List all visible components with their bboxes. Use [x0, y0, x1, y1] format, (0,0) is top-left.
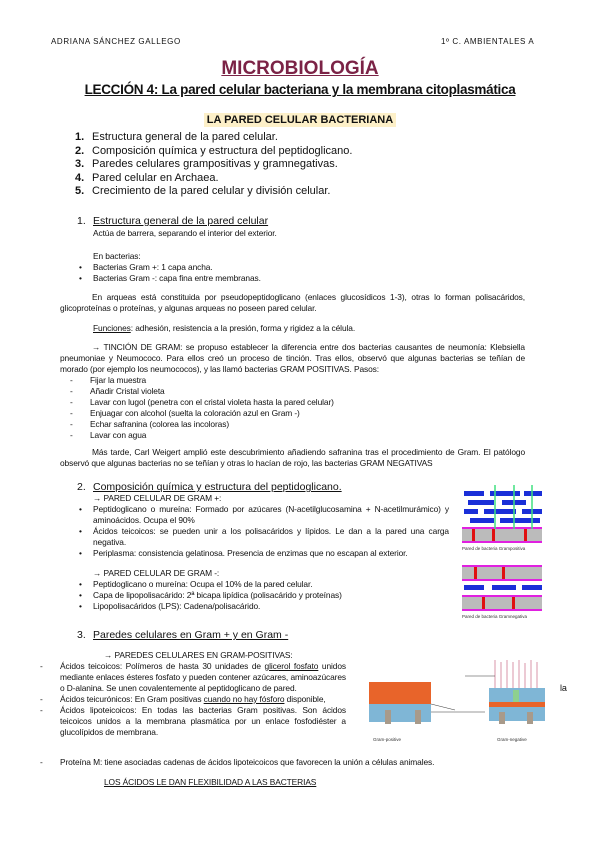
s1-intro: Actúa de barrera, separando el interior del exterior.	[93, 228, 277, 238]
list-item: - Ácidos teicurónicos: En Gram positivas cuando no hay fósforo disponible,	[38, 694, 346, 705]
s1-bacteria-label: En bacterias:	[93, 251, 141, 261]
list-item: • Periplasma: consistencia gelatinosa. Presencia de enzimas que no escapan al exterior.	[79, 548, 449, 559]
cell-wall-diagram	[462, 485, 552, 643]
toc-item: 4. Pared celular en Archaea.	[75, 171, 219, 184]
peptidoglycan-illustration	[462, 485, 552, 643]
gram-pos-walls-list	[38, 661, 346, 738]
section-subtitle: LA PARED CELULAR BACTERIANA	[0, 110, 600, 128]
toc-item: 3. Paredes celulares grampositivas y gramnegativas.	[75, 158, 338, 171]
gram-pos-label: → PARED CELULAR DE GRAM +:	[93, 493, 222, 503]
document-title: MICROBIOLOGÍA	[221, 58, 379, 79]
lesson-title: LECCIÓN 4: La pared celular bacteriana y la membrana citoplasmática	[84, 82, 516, 97]
list-item: • Bacterias Gram +: 1 capa ancha.	[79, 262, 261, 273]
gram-pos-list	[79, 504, 449, 559]
list-item: - Proteína M: tiene asociadas cadenas de ácidos lipoteicoicos que favorecen la unión a células animales.	[38, 757, 580, 768]
author-name: ADRIANA SÁNCHEZ GALLEGO	[51, 37, 181, 46]
list-item: • Peptidoglicano o mureína: Formado por azúcares (N-acetilglucosamina + N-acetilmurámico) y aminoácidos. Ocupa el 90%	[79, 504, 449, 526]
weigert-paragraph: Más tarde, Carl Weigert amplió este descubrimiento añadiendo safranina tras el procedimiento de Gram. El patólogo observó que algunas bacterias no se teñían y otras lo hacían de rojo, las bacterias GRAM NEGATIVAS	[60, 447, 525, 468]
list-item: - Fijar la muestra	[68, 375, 334, 386]
s1-functions: Funciones: adhesión, resistencia a la presión, forma y rigidez a la célula.	[93, 323, 356, 333]
stray-text: la	[560, 683, 567, 693]
toc-item: 2. Composición química y estructura del peptidoglicano.	[75, 144, 353, 157]
s1-bullets	[79, 262, 261, 284]
toc-item: 1. Estructura general de la pared celular.	[75, 131, 278, 143]
list-item: • Lipopolisacáridos (LPS): Cadena/polisacárido.	[79, 601, 449, 612]
s1-archaea-paragraph: En arqueas está constituida por pseudopeptidoglicano (enlaces glucosídicos 1-3), otras lo forman polisacáridos, glicoproteínas o proteínas, y algunas arqueas no poseen pared celular.	[60, 292, 525, 313]
course-label: 1º C. AMBIENTALES A	[441, 37, 535, 46]
section-3-heading: 3. Paredes celulares en Gram + y en Gram -	[77, 629, 289, 641]
table-of-contents	[75, 131, 352, 199]
list-item: • Peptidoglicano o mureína: Ocupa el 10% de la pared celular.	[79, 579, 449, 590]
gram-neg-label: → PARED CELULAR DE GRAM -:	[93, 568, 220, 578]
gram-neg-list	[79, 579, 449, 612]
cell-wall-3d-illustration	[365, 660, 555, 745]
list-item: - Enjuagar con alcohol (suelta la coloración azul en Gram -)	[68, 408, 334, 419]
list-item: - Lavar con agua	[68, 430, 334, 441]
list-item: - Lavar con lugol (penetra con el cristal violeta hasta la pared celular)	[68, 397, 334, 408]
section-2-heading: 2. Composición química y estructura del peptidoglicano.	[77, 481, 342, 493]
gram-wall-3d-figure	[365, 660, 555, 745]
list-item: - Añadir Cristal violeta	[68, 386, 334, 397]
list-item: - Echar safranina (colorea las incoloras)	[68, 419, 334, 430]
figure-caption: Pared de bacteria Grampositiva	[462, 546, 526, 551]
section-1-heading: 1. Estructura general de la pared celular	[77, 215, 269, 227]
figure-caption: Pared de bacteria Gramnegativa	[462, 614, 528, 619]
figure-caption: Gram-positive	[373, 737, 402, 742]
toc-item: 5. Crecimiento de la pared celular y división celular.	[75, 185, 331, 198]
list-item: - Ácidos teicoicos: Polímeros de hasta 30 unidades de glicerol fosfato unidos mediante enlaces ésteres fosfato y pueden contener azúcares, aminoazúcares o D-alanina. Se unen covalentemente al peptidoglicano de pared.	[38, 661, 346, 694]
figure-caption: Gram-negative	[497, 737, 527, 742]
list-item: • Ácidos teicoicos: se pueden unir a los polisacáridos y lípidos. Le dan a la pared una carga negativa.	[79, 526, 449, 548]
gram-stain-paragraph: → TINCIÓN DE GRAM: se propuso establecer la diferencia entre dos bacterias causantes de neumonía: Klebsiella pneumoniae y Neumococo. Para ellos creó un proceso de tinción. Tras ellos, observó que algunas bacterias se teñían de morado (por ejemplo los neumococos), y las llamó bacterias GRAM POSITIVAS. Pasos:	[60, 342, 525, 374]
list-item: • Bacterias Gram -: capa fina entre membranas.	[79, 273, 261, 284]
list-item: - Ácidos lipoteicoicos: En todas las bacterias Gram positivas. Son ácidos teicoicos unidos a la membrana plasmática por un enlace fosfodiéster a glucolípidos de membrana.	[38, 705, 346, 738]
list-item: • Capa de lipopolisacárido: 2ª bicapa lipídica (polisacárido y proteínas)	[79, 590, 449, 601]
conclusion-text: LOS ÁCIDOS LE DAN FLEXIBILIDAD A LAS BACTERIAS	[104, 777, 317, 787]
gram-steps	[68, 375, 334, 441]
gram-pos-walls-label: → PAREDES CELULARES EN GRAM-POSITIVAS:	[104, 650, 293, 660]
